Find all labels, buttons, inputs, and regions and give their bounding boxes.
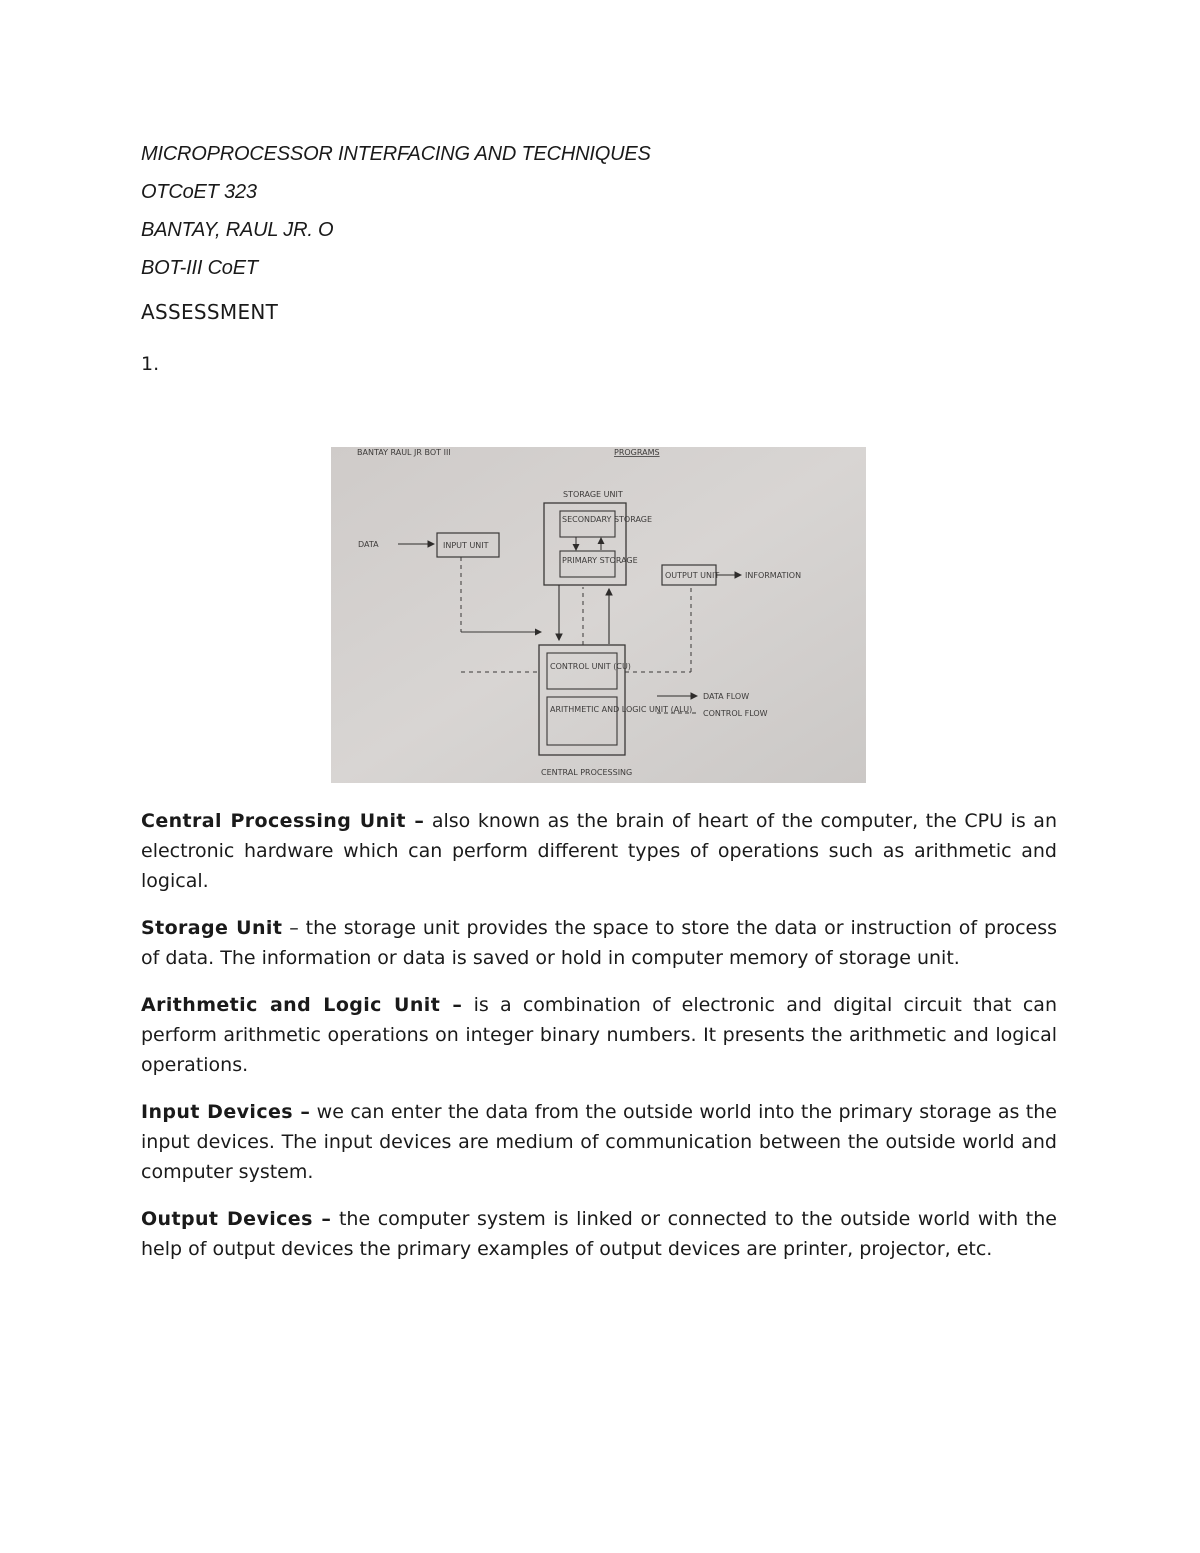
student-name: BANTAY, RAUL JR. O [141,219,334,241]
input-unit-label: INPUT UNIT [443,541,489,550]
course-title: MICROPROCESSOR INTERFACING AND TECHNIQUES [141,143,651,165]
sketch-top-note-tag: PROGRAMS [614,448,660,457]
definition-term: Input Devices – [141,1101,311,1123]
legend-control-flow-label: CONTROL FLOW [703,709,768,718]
definition-term: Arithmetic and Logic Unit – [141,994,463,1016]
definition-text: also known as the brain of heart of the computer, the CPU is an electronic hardware which can perform different types of operations such as arithmetic and logical. [141,810,1057,892]
course-code: OTCoET 323 [141,181,257,203]
definition-text: we can enter the data from the outside world into the primary storage as the input devices. The input devices are medium of communication between the outside world and computer system. [141,1101,1057,1183]
legend-data-flow-label: DATA FLOW [703,692,750,701]
definition-text: is a combination of electronic and digital circuit that can perform arithmetic operations on integer binary numbers. It presents the arithmetic and logical operations. [141,994,1057,1076]
definition-text: – the storage unit provides the space to store the data or instruction of process of data. The information or data is saved or hold in computer memory of storage unit. [141,917,1058,969]
hand-drawn-block-diagram-photo [331,447,866,783]
student-section: BOT-III CoET [141,257,258,279]
information-label: INFORMATION [745,571,802,580]
block-diagram-sketch [331,447,866,783]
definitions-list [141,806,1057,1281]
sketch-top-note: BANTAY RAUL JR BOT III [357,448,451,457]
definition-storage-unit [141,913,1057,973]
definition-input-devices [141,1097,1057,1187]
document-header [141,140,1061,292]
output-unit-label: OUTPUT UNIT [665,571,720,580]
assessment-heading: ASSESSMENT [141,300,279,324]
data-input-label: DATA [358,540,379,549]
alu-label: ARITHMETIC AND LOGIC UNIT (ALU) [550,705,693,714]
definition-term: Output Devices – [141,1208,332,1230]
definition-cpu [141,806,1057,896]
storage-unit-label: STORAGE UNIT [563,490,623,499]
definition-term: Storage Unit [141,917,283,939]
definition-term: Central Processing Unit – [141,810,425,832]
control-unit-label: CONTROL UNIT (CU) [550,662,631,671]
cpu-caption-label: CENTRAL PROCESSING [541,768,633,777]
question-number: 1. [141,353,160,375]
definition-output-devices [141,1204,1057,1264]
definition-alu [141,990,1057,1080]
primary-storage-label: PRIMARY STORAGE [562,556,638,565]
secondary-storage-label: SECONDARY STORAGE [562,515,653,524]
definition-text: the computer system is linked or connected to the outside world with the help of output devices the primary examples of output devices are printer, projector, etc. [141,1208,1057,1260]
